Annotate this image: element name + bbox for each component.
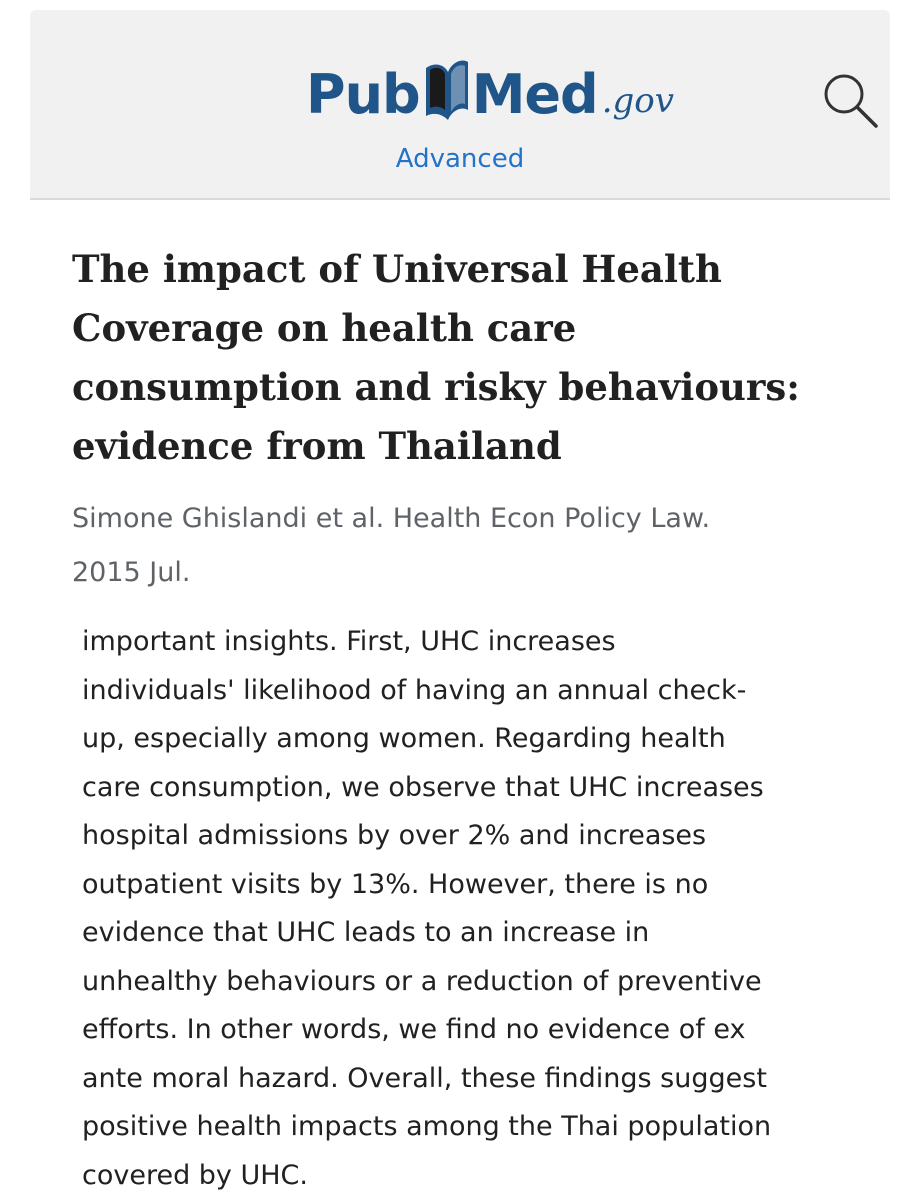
- article-citation: [72, 492, 862, 600]
- citation-line: 2015 Jul.: [72, 557, 191, 588]
- abstract-line: important insights. First, UHC increases: [82, 626, 616, 657]
- title-line: consumption and risky behaviours:: [72, 365, 800, 409]
- abstract-line: unhealthy behaviours or a reduction of preventive: [82, 965, 762, 997]
- pubmed-logo[interactable]: [306, 42, 674, 126]
- abstract-line: up, especially among women. Regarding health: [82, 723, 726, 754]
- abstract-line: covered by UHC.: [82, 1159, 308, 1191]
- logo-med-text: Med: [471, 63, 598, 126]
- search-button[interactable]: [818, 68, 882, 132]
- title-line: Coverage on health care: [72, 306, 577, 350]
- logo-pub-text: Pub: [306, 63, 420, 126]
- book-icon: [424, 56, 470, 122]
- logo-gov-text: .gov: [601, 81, 674, 121]
- abstract-line: positive health impacts among the Thai population: [82, 1111, 772, 1142]
- abstract-line: ante moral hazard. Overall, these findings suggest: [82, 1062, 767, 1094]
- abstract-line: individuals' likelihood of having an annual check-: [82, 674, 747, 706]
- search-icon: [818, 68, 882, 132]
- top-strip: [0, 0, 900, 10]
- citation-line: Simone Ghislandi et al. Health Econ Policy Law.: [72, 503, 711, 534]
- abstract-line: hospital admissions by over 2% and increases: [82, 820, 707, 851]
- abstract-line: evidence that UHC leads to an increase in: [82, 917, 650, 948]
- abstract-line: outpatient visits by 13%. However, there is no: [82, 868, 709, 900]
- abstract-line: efforts. In other words, we find no evidence of ex: [82, 1014, 746, 1045]
- abstract-line: care consumption, we observe that UHC increases: [82, 771, 764, 803]
- title-line: The impact of Universal Health: [72, 247, 722, 291]
- article-title: [72, 240, 862, 476]
- title-line: evidence from Thailand: [72, 424, 562, 468]
- abstract-text: [82, 618, 882, 1200]
- header-bar: [30, 10, 890, 200]
- advanced-search-link[interactable]: Advanced: [395, 144, 525, 174]
